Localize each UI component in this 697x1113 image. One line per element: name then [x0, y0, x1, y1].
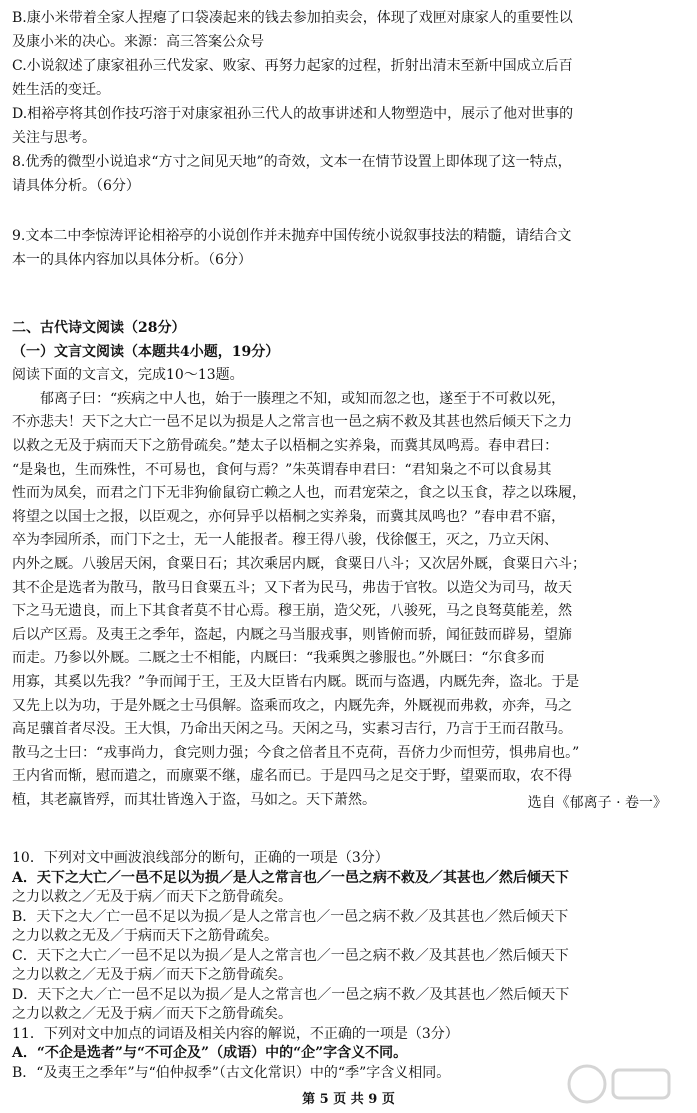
watermark-logo — [565, 1062, 675, 1106]
text-line: 郁离子曰：“疾病之中人也，始于一腠理之不知，或知而忽之也，遂至于不可救以死， — [40, 390, 566, 407]
text-line: B．天下之大／亡一邑不足以为损／是人之常言也／一邑之病不救／及其甚也／然后倾天下 — [12, 908, 569, 925]
text-line: 而走。乃参以外厩。二厩之士不相能，内厩曰：“我乘舆之骖服也。”外厩曰：“尔食多而 — [12, 650, 545, 667]
source-citation: 选自《郁离子 · 卷一》 — [527, 795, 667, 811]
text-line: 之力以救之／无及于病／而天下之筋骨疏矣。 — [12, 889, 292, 905]
page-footer: 第 5 页 共 9 页 — [302, 1092, 395, 1107]
text-line: 之力以救之／无及于病／而天下之筋骨疏矣。 — [12, 967, 292, 983]
text-line: 8.优秀的微型小说追求“方寸之间见天地”的奇效，文本一在情节设置上即体现了这一特点， — [12, 154, 572, 170]
text-line: A．天下之大亡／一邑不足以为损／是人之常言也／一邑之病不救及／其甚也／然后倾天下 — [12, 869, 569, 886]
text-line: 将望之以国士之报，以臣观之，亦何异乎以梧桐之实养枭，而冀其凤鸣也？”春申君不寤， — [12, 508, 566, 525]
text-line: 卒为李园所杀，而门下之士，无一人能报者。穆王得八骏，伐徐偃王，灭之，乃立天闲、 — [12, 532, 558, 549]
text-line: C．天下之大亡／一邑不足以为损／是人之常言也／一邑之病不救／及其甚也／然后倾天下 — [12, 947, 569, 964]
text-line: （一）文言文阅读（本题共4小题，19分） — [12, 343, 280, 360]
text-line: 之力以救之／无及于病／而天下之筋骨疏矣。 — [12, 1006, 292, 1022]
text-line: 关注与思考。 — [12, 130, 96, 146]
text-line: A．“不企是选者”与“不可企及”（成语）中的“企”字含义不同。 — [12, 1045, 408, 1061]
text-line: 后以产区焉。及夷王之季年，盗起，内厩之马当服戎事，则皆俯而骄，闻征鼓而辟易，望旆 — [12, 626, 572, 643]
text-line: D.相裕亭将其创作技巧溶于对康家祖孙三代人的故事讲述和人物塑造中，展示了他对世事的 — [12, 106, 574, 122]
text-line: 以救之无及于病而天下之筋骨疏矣。”楚太子以梧桐之实养枭，而冀其凤鸣焉。春申君曰： — [12, 438, 559, 454]
text-line: C.小说叙述了康家祖孙三代发家、败家、再努力起家的过程，折射出清末至新中国成立后百 — [12, 58, 573, 74]
text-line: 用寡，其奚以先我？”争而闻于王，王及大臣皆右内厩。既而与盗遇，内厩先奔，盗北。于是 — [12, 674, 580, 690]
text-line: 性而为凤矣，而君之门下无非狗偷鼠窃亡赖之人也，而君宠荣之，食之以玉食，荐之以珠履， — [12, 485, 586, 502]
text-line: 10．下列对文中画波浪线部分的断句，正确的一项是（3分） — [12, 850, 389, 866]
text-line: D．天下之大／亡一邑不足以为损／是人之常言也／一邑之病不救／及其甚也／然后倾天下 — [12, 986, 570, 1003]
text-line: 姓生活的变迁。 — [12, 82, 110, 98]
text-line: 下之马无遗良，而上下其食者莫不甘心焉。穆王崩，造父死，八骏死，马之良驽莫能差，然 — [12, 603, 572, 620]
text-line: 9.文本二中李惊涛评论相裕亭的小说创作并未抛弃中国传统小说叙事技法的精髓，请结合文 — [12, 228, 572, 244]
text-line: 请具体分析。（6分） — [12, 178, 140, 194]
text-line: B.康小米带着全家人捏瘪了口袋凑起来的钱去参加拍卖会，体现了戏匣对康家人的重要性以 — [12, 10, 573, 26]
text-line: 植，其老羸皆殍，而其壮皆逸入于盗，马如之。天下萧然。 — [12, 792, 376, 808]
text-line: 散马之士曰：“戎事尚力，食完则力强；今食之倍者且不克荷，吾侪力少而怛劳，惧弗肩也。” — [12, 744, 580, 761]
text-line: 及康小米的决心。来源：高三答案公众号 — [12, 34, 264, 50]
text-line: 本一的具体内容加以具体分析。（6分） — [12, 252, 252, 268]
text-line: 高足骧首者尽没。王大惧，乃命出天闲之马。天闲之马，实素习吉行，乃言于王而召散马。 — [12, 721, 572, 738]
text-line: 又先上以为功，于是外厩之士马俱解。盗乘而攻之，内厩先奔，外厩视而弗救，亦奔，马之 — [12, 697, 572, 714]
text-line: 阅读下面的文言文，完成10～13题。 — [12, 367, 244, 384]
text-line: 二、古代诗文阅读（28分） — [12, 320, 186, 336]
text-line: “是枭也，生而殊性，不可易也，食何与焉？”朱英谓春申君曰：“君知枭之不可以食易其 — [12, 461, 552, 478]
text-line: 其不企是选者为散马，散马日食粟五斗；又下者为民马，弗齿于官牧。以造父为司马，故天 — [12, 579, 572, 596]
text-line: 之力以救之无及／于病而天下之筋骨疏矣。 — [12, 928, 278, 944]
text-line: 王内省而惭，慰而遣之，而廪粟不继，虚名而已。于是四马之足交于野，望粟而取，农不得 — [12, 768, 572, 785]
text-line: 内外之厩。八骏居天闲，食粟日石；其次乘居内厩，食粟日八斗；又次居外厩，食粟日六斗； — [12, 556, 586, 572]
text-line: 不亦悲夫！天下之大亡一邑不足以为损是人之常言也一邑之病不救及其甚也然后倾天下之力 — [12, 414, 572, 431]
text-line: 11．下列对文中加点的词语及相关内容的解说，不正确的一项是（3分） — [12, 1025, 459, 1042]
text-line: B．“及夷王之季年”与“伯仲叔季”（古文化常识）中的“季”字含义相同。 — [12, 1064, 451, 1081]
